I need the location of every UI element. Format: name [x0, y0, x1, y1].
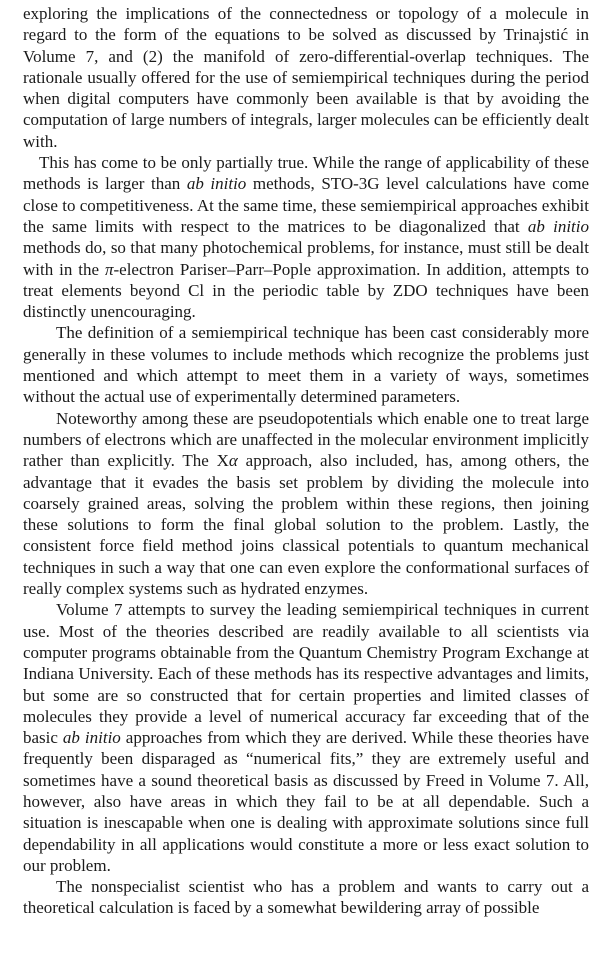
text-run: The nonspecialist scientist who has a problem and wants to carry out a theoretical calculation is faced by a somewhat bewildering array of possible [23, 877, 589, 918]
italic-text: α [228, 451, 238, 471]
paragraph-6 [23, 876, 589, 919]
text-run: approaches from which they are derived. While these theories have frequently been disparaged as “numerical fits,” they are extremely useful and sometimes have a sound theoretical basis as discussed by Freed in Volume 7. All, however, also have areas in which they fail to be at all dependable. Such a situation is inescapable when one is dealing with approximate solutions since full dependability in all applications would constitute a more or less exact solution to our problem. [23, 728, 590, 875]
paragraph-5 [23, 599, 589, 876]
paragraph-1 [23, 3, 589, 152]
paragraph-4 [23, 408, 589, 600]
text-run: methods, STO-3G level calculations have come close to competitiveness. At the same time, these semiempirical approaches exhibit the same limits with respect to the matrices to be diagonalized that [23, 174, 589, 236]
paragraph-3 [23, 322, 589, 407]
text-run: The definition of a semiempirical technique has been cast considerably more generally in these volumes to include methods which recognize the problems just mentioned and which attempt to meet them in a variety of ways, sometimes without the actual use of experimentally determined parameters. [23, 323, 589, 407]
text-run: This has come to be only partially true. While the range of applicability of these methods is larger than [23, 153, 589, 194]
document-page [23, 3, 589, 919]
text-run: Noteworthy among these are pseudopotentials which enable one to treat large numbers of electrons which are unaffected in the molecular environment implicitly rather than explicitly. The X [23, 408, 589, 471]
text-run: Volume 7 attempts to survey the leading semiempirical techniques in current use. Most of the theories described are readily available to all scientists via computer programs obtainable from the Quantum Chemistry Program Exchange at Indiana University. Each of these methods has its respective advantages and limits, but some are so constructed that for certain properties and limited classes of molecules they provide a level of numerical accuracy far exceeding that of the basic [23, 600, 589, 748]
text-run: exploring the implications of the connectedness or topology of a molecule in regard to the form of the equations to be solved as discussed by Trinajstić in Volume 7, and (2) the manifold of zero-differential-overlap techniques. The rationale usually offered for the use of semiempirical techniques during the period when digital computers have commonly been available is that by avoiding the computation of large numbers of integrals, larger molecules can be efficiently dealt with. [23, 4, 589, 151]
italic-text: ab initio [62, 728, 121, 748]
text-run: approach, also included, has, among others, the advantage that it evades the basis set problem by dividing the molecule into coarsely grained areas, solving the problem within these regions, then joining these solutions to form the final global solution to the problem. Lastly, the consistent force field method joins classical potentials to quantum mechanical techniques in such a way that one can even explore the conformational surfaces of really complex systems such as hydrated enzymes. [23, 451, 589, 599]
italic-text: π [104, 259, 114, 279]
text-run: methods do, so that many photochemical problems, for instance, must still be dealt with in the [23, 238, 589, 279]
italic-text: ab initio [186, 174, 247, 194]
text-run: -electron Pariser–Parr–Pople approximation. In addition, attempts to treat elements beyond Cl in the periodic table by ZDO techniques have been distinctly unencouraging. [23, 259, 589, 322]
italic-text: ab initio [527, 216, 589, 236]
paragraph-2 [23, 152, 589, 322]
